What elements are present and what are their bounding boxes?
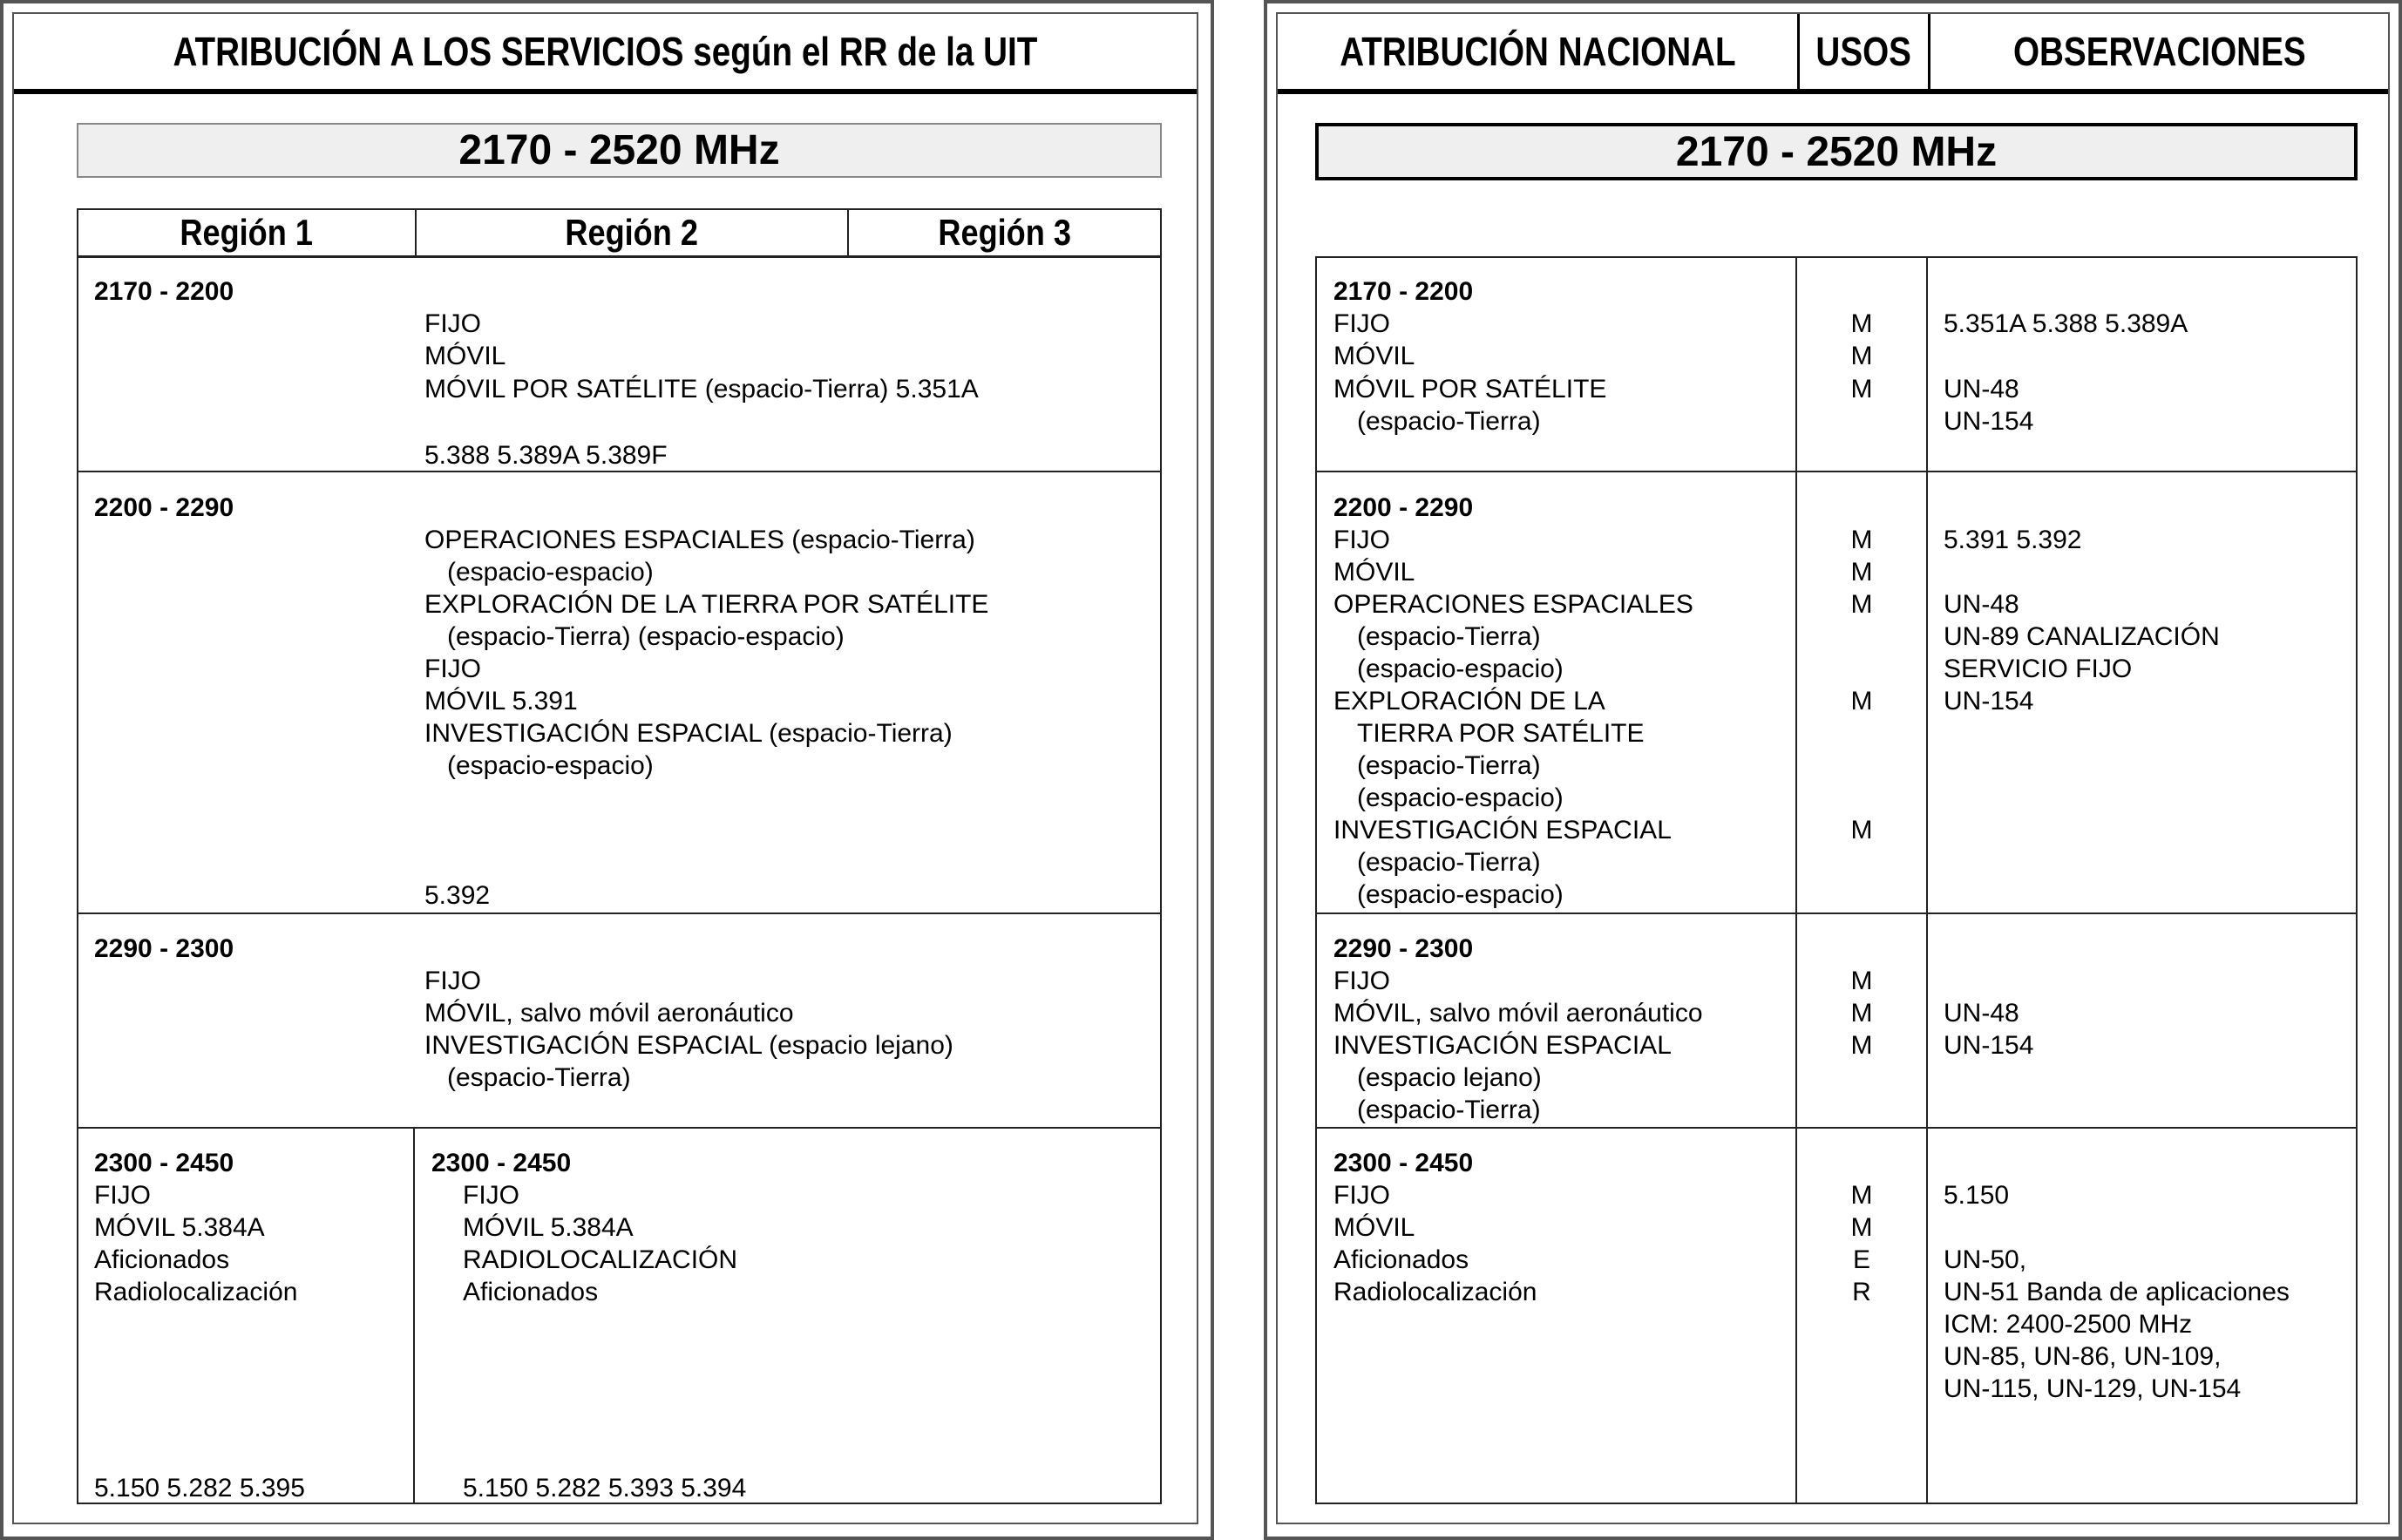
service-line: (espacio-espacio) — [447, 751, 654, 780]
itu-band-title: 2170 - 2520 MHz — [77, 123, 1162, 178]
service-line: FIJO — [463, 1181, 519, 1210]
observation-line: UN-48 — [1944, 375, 2019, 404]
column-divider — [1795, 256, 1797, 1504]
observation-line: UN-50, — [1944, 1245, 2027, 1274]
national-allocation-header — [1278, 14, 2388, 94]
observation-line: 5.150 — [1944, 1181, 2010, 1210]
region-header-row — [77, 208, 1162, 257]
service-line: FIJO — [424, 309, 481, 338]
row-divider — [1315, 912, 2358, 914]
uso-code: M — [1850, 558, 1873, 587]
uso-code: M — [1850, 375, 1873, 404]
observation-line: UN-154 — [1944, 407, 2034, 436]
service-line: INVESTIGACIÓN ESPACIAL — [1333, 1031, 1672, 1060]
row-divider — [77, 1127, 1162, 1129]
footnotes: 5.392 — [424, 881, 491, 910]
footnotes: 5.150 5.282 5.393 5.394 — [463, 1474, 747, 1503]
service-line: INVESTIGACIÓN ESPACIAL (espacio lejano) — [424, 1031, 953, 1060]
national-band-title: 2170 - 2520 MHz — [1315, 123, 2358, 180]
uso-code: M — [1850, 1213, 1873, 1242]
row-divider — [1315, 1127, 2358, 1129]
service-line: Radiolocalización — [94, 1278, 298, 1306]
band-range: 2290 - 2300 — [1333, 934, 1474, 963]
service-line: MÓVIL — [1333, 558, 1415, 587]
uso-code: M — [1850, 967, 1873, 995]
row-divider — [77, 912, 1162, 914]
service-line: (espacio-Tierra) — [1357, 622, 1541, 651]
region-2-label: Región 2 — [565, 212, 699, 253]
uso-code: R — [1852, 1278, 1871, 1306]
observation-line: UN-85, UN-86, UN-109, — [1944, 1342, 2222, 1371]
service-line: (espacio-espacio) — [447, 558, 654, 587]
service-line: (espacio-Tierra) — [1357, 751, 1541, 780]
service-line: OPERACIONES ESPACIALES — [1333, 590, 1693, 619]
service-line: MÓVIL — [424, 342, 506, 370]
header-usos — [1797, 14, 1928, 89]
service-line: MÓVIL POR SATÉLITE (espacio-Tierra) 5.351A — [424, 375, 979, 404]
service-line: MÓVIL — [1333, 1213, 1415, 1242]
service-line: FIJO — [94, 1181, 151, 1210]
service-line: Radiolocalización — [1333, 1278, 1537, 1306]
service-line: (espacio-espacio) — [1357, 784, 1564, 812]
service-line: EXPLORACIÓN DE LA — [1333, 687, 1605, 716]
service-line: (espacio-Tierra) (espacio-espacio) — [447, 622, 845, 651]
service-line: Aficionados — [463, 1278, 599, 1306]
band-range: 2290 - 2300 — [94, 934, 234, 963]
header-atribucion-nacional — [1278, 14, 1797, 89]
observation-line: UN-48 — [1944, 590, 2019, 619]
service-line: INVESTIGACIÓN ESPACIAL (espacio-Tierra) — [424, 719, 953, 748]
region-2-header — [415, 210, 847, 255]
service-line: FIJO — [424, 655, 481, 683]
band-range: 2200 - 2290 — [1333, 493, 1474, 522]
uso-code: M — [1850, 309, 1873, 338]
uso-code: E — [1852, 1245, 1870, 1274]
service-line: FIJO — [1333, 1181, 1390, 1210]
service-line: (espacio-espacio) — [1357, 880, 1564, 909]
band-range: 2300 - 2450 — [1333, 1149, 1474, 1177]
service-line: FIJO — [1333, 967, 1390, 995]
region-divider — [413, 1127, 415, 1504]
band-range: 2200 - 2290 — [94, 493, 234, 522]
service-line: EXPLORACIÓN DE LA TIERRA POR SATÉLITE — [424, 590, 989, 619]
uso-code: M — [1850, 1181, 1873, 1210]
itu-allocation-header — [14, 14, 1197, 94]
footnotes: 5.388 5.389A 5.389F — [424, 441, 668, 470]
uso-code: M — [1850, 816, 1873, 845]
observation-line: UN-154 — [1944, 1031, 2034, 1060]
observation-line: 5.391 5.392 — [1944, 526, 2082, 554]
uso-code: M — [1850, 687, 1873, 716]
service-line: MÓVIL 5.384A — [463, 1213, 634, 1242]
uso-code: M — [1850, 590, 1873, 619]
column-divider — [1926, 256, 1928, 1504]
service-line: INVESTIGACIÓN ESPACIAL — [1333, 816, 1672, 845]
service-line: Aficionados — [1333, 1245, 1469, 1274]
band-range: 2300 - 2450 — [431, 1149, 572, 1177]
region-1-label: Región 1 — [180, 212, 314, 253]
service-line: FIJO — [424, 967, 481, 995]
observation-line: UN-51 Banda de aplicaciones — [1944, 1278, 2290, 1306]
uso-code: M — [1850, 342, 1873, 370]
region-1-header — [78, 210, 415, 255]
observation-line: SERVICIO FIJO — [1944, 655, 2133, 683]
service-line: FIJO — [1333, 309, 1390, 338]
header-label: ATRIBUCIÓN NACIONAL — [1339, 29, 1736, 74]
service-line: RADIOLOCALIZACIÓN — [463, 1245, 738, 1274]
uso-code: M — [1850, 999, 1873, 1028]
service-line: MÓVIL 5.391 — [424, 687, 578, 716]
footnotes: 5.150 5.282 5.395 — [94, 1474, 305, 1503]
observation-line: UN-48 — [1944, 999, 2019, 1028]
header-label: USOS — [1815, 29, 1912, 74]
band-range: 2170 - 2200 — [94, 277, 234, 306]
observation-line: ICM: 2400-2500 MHz — [1944, 1310, 2193, 1339]
observation-line: UN-89 CANALIZACIÓN — [1944, 622, 2220, 651]
observation-line: UN-154 — [1944, 687, 2034, 716]
service-line: (espacio-Tierra) — [447, 1063, 631, 1092]
header-observaciones — [1928, 14, 2388, 89]
service-line: OPERACIONES ESPACIALES (espacio-Tierra) — [424, 526, 975, 554]
observation-line: 5.351A 5.388 5.389A — [1944, 309, 2188, 338]
service-line: (espacio-Tierra) — [1357, 407, 1541, 436]
service-line: Aficionados — [94, 1245, 230, 1274]
uso-code: M — [1850, 526, 1873, 554]
service-line: (espacio lejano) — [1357, 1063, 1542, 1092]
service-line: MÓVIL, salvo móvil aeronáutico — [1333, 999, 1703, 1028]
service-line: MÓVIL 5.384A — [94, 1213, 265, 1242]
service-line: TIERRA POR SATÉLITE — [1357, 719, 1645, 748]
region-3-label: Región 3 — [938, 212, 1071, 253]
service-line: (espacio-Tierra) — [1357, 848, 1541, 877]
service-line: (espacio-espacio) — [1357, 655, 1564, 683]
region-3-header — [847, 210, 1160, 255]
uso-code: M — [1850, 1031, 1873, 1060]
header-label: OBSERVACIONES — [2012, 29, 2306, 74]
service-line: (espacio-Tierra) — [1357, 1096, 1541, 1124]
row-divider — [1315, 471, 2358, 472]
service-line: MÓVIL POR SATÉLITE — [1333, 375, 1607, 404]
service-line: FIJO — [1333, 526, 1390, 554]
observation-line: UN-115, UN-129, UN-154 — [1944, 1374, 2242, 1403]
itu-allocation-title: ATRIBUCIÓN A LOS SERVICIOS según el RR de la UIT — [173, 29, 1038, 74]
band-range: 2170 - 2200 — [1333, 277, 1474, 306]
service-line: MÓVIL, salvo móvil aeronáutico — [424, 999, 794, 1028]
band-range: 2300 - 2450 — [94, 1149, 234, 1177]
service-line: MÓVIL — [1333, 342, 1415, 370]
